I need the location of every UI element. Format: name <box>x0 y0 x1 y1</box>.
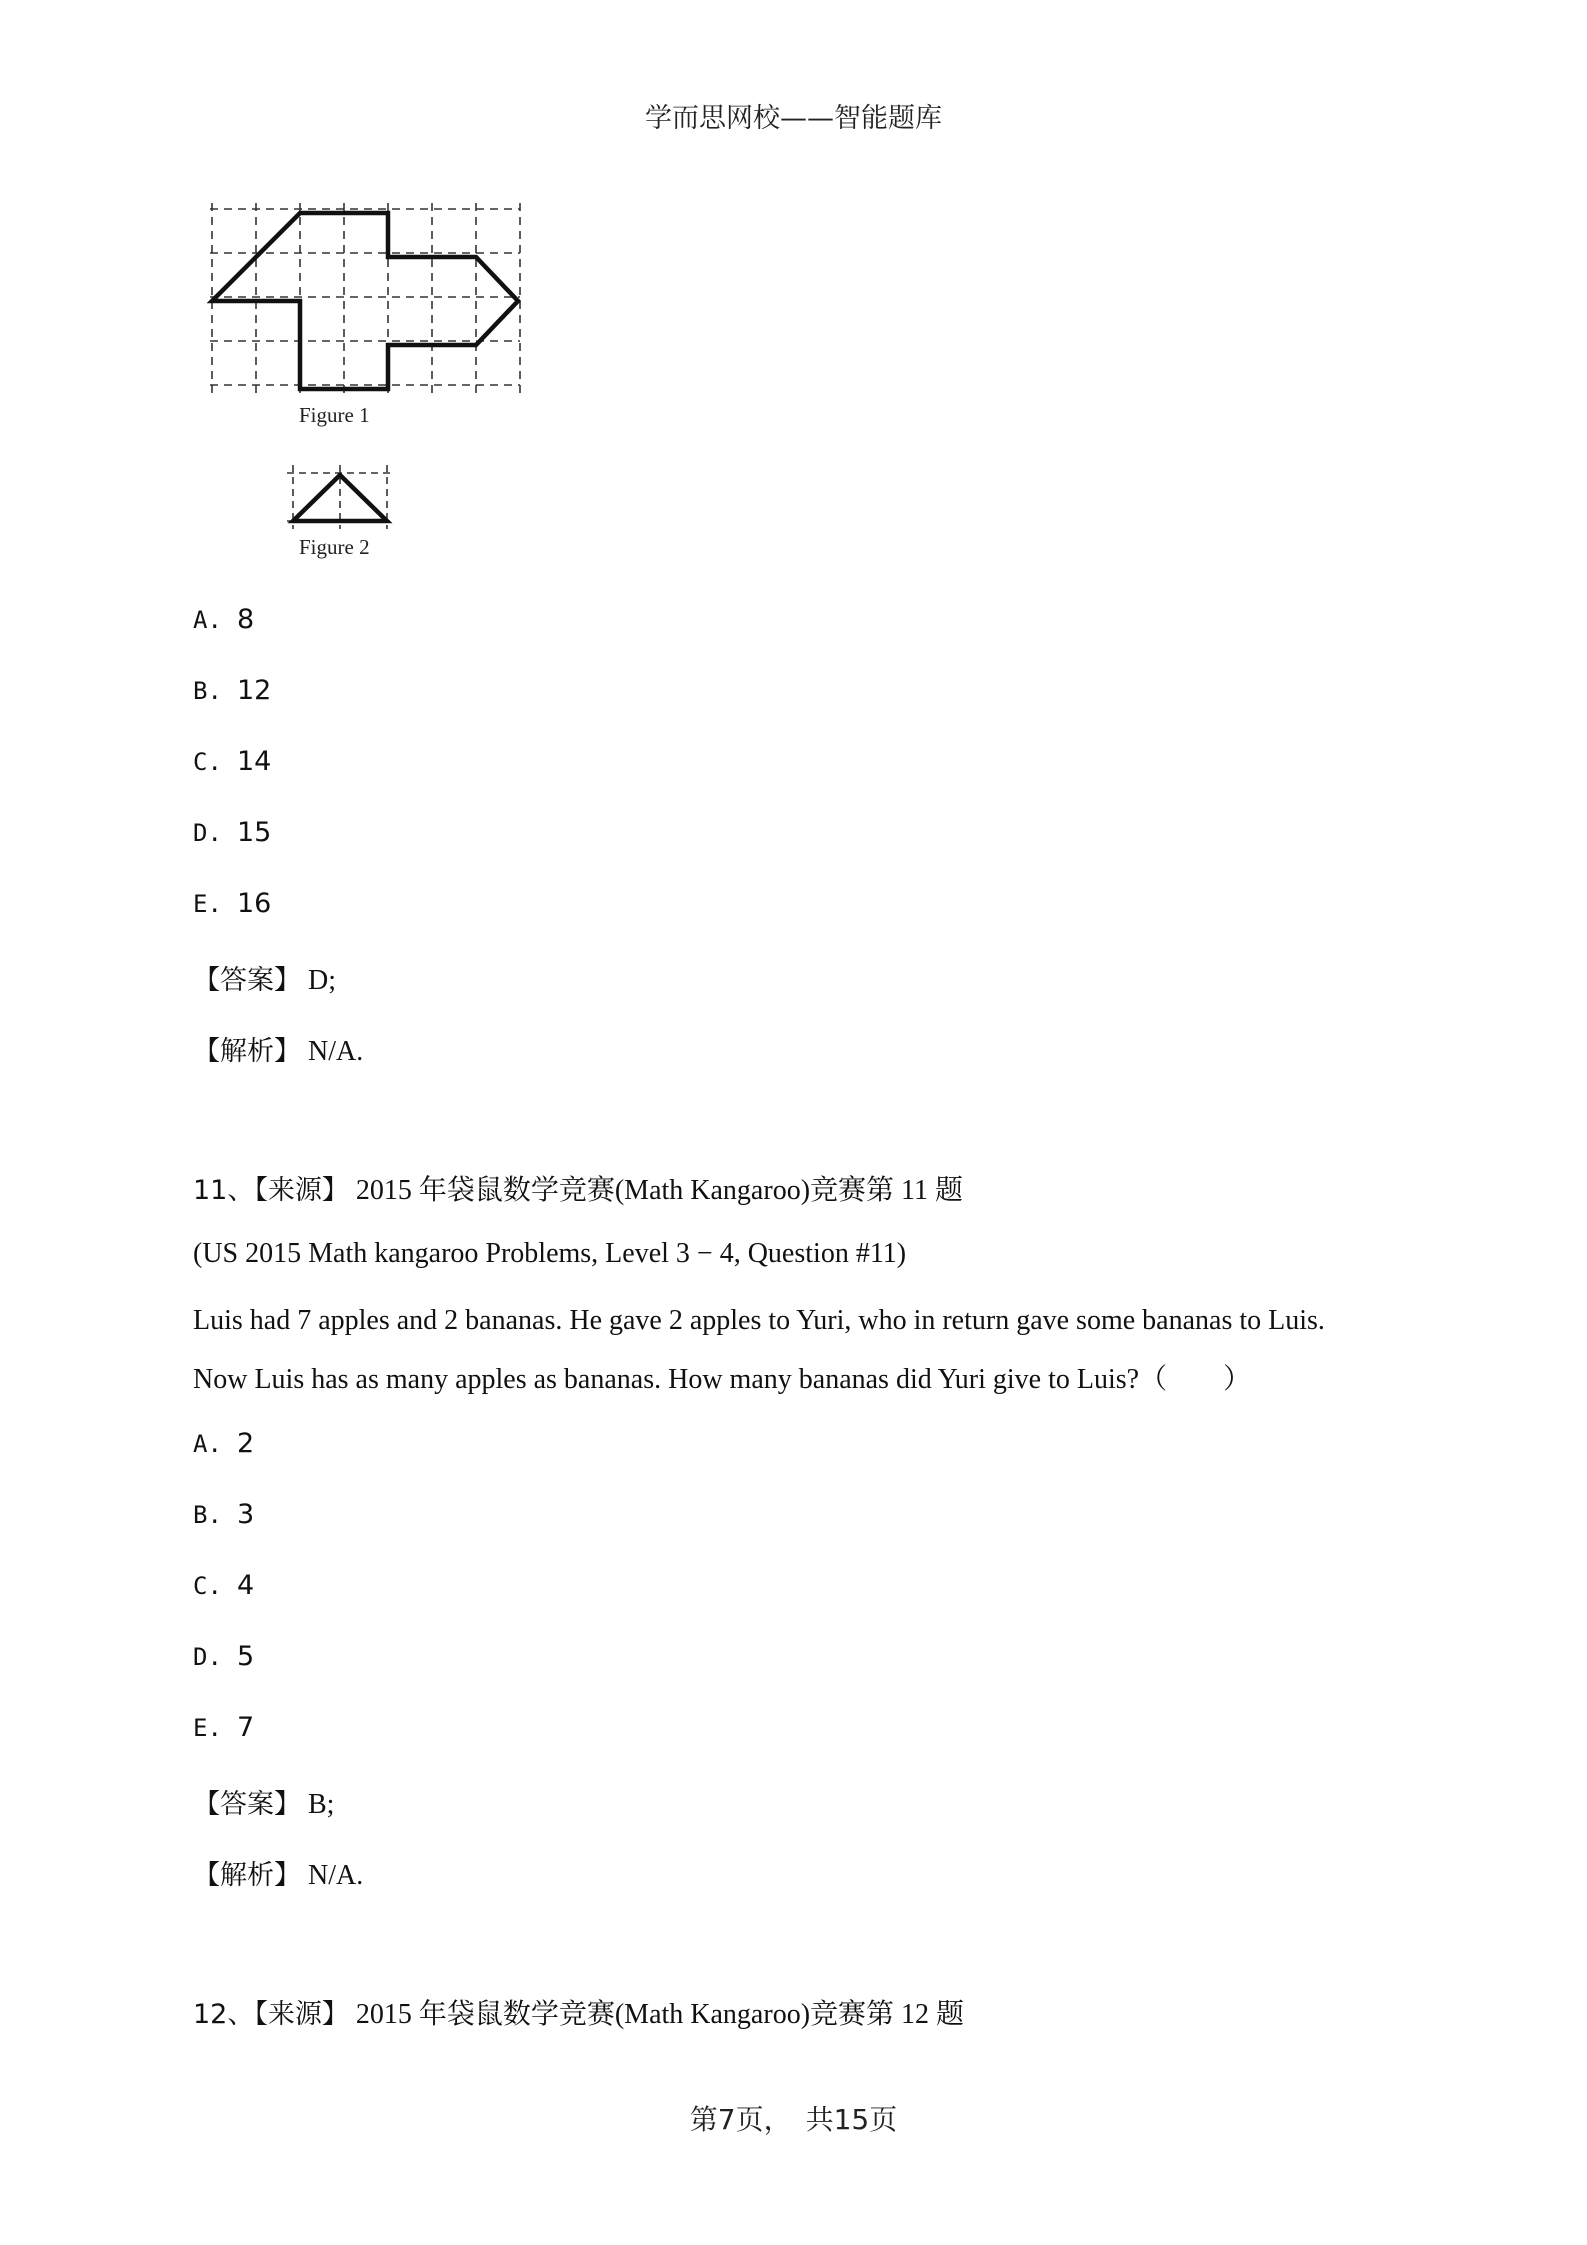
figure-1-caption: Figure 1 <box>299 403 370 427</box>
option-letter: E. <box>193 1714 222 1742</box>
option-value: 14 <box>237 746 272 777</box>
q11-subtitle: (US 2015 Math kangaroo Problems, Level 3 − 4, Question #11) <box>193 1238 907 1269</box>
figure-1-grid-shape <box>200 203 530 403</box>
figure-2-triangle <box>285 465 395 535</box>
page-header: 学而思网校——智能题库 <box>645 103 942 134</box>
analysis-label: 【解析】 <box>193 1860 301 1891</box>
q11-answer <box>193 1782 334 1821</box>
q10-option-d <box>193 817 271 849</box>
question-number: 11、 <box>193 1175 255 1206</box>
option-letter: B. <box>193 1501 222 1529</box>
q10-option-c <box>193 746 271 778</box>
analysis-label: 【解析】 <box>193 1036 301 1067</box>
q11-option-e <box>193 1712 254 1744</box>
source-text: 2015 年袋鼠数学竞赛(Math Kangaroo)竞赛第 11 题 <box>355 1175 963 1206</box>
q10-option-a <box>193 604 254 636</box>
page-footer: 第7页， 共15页 <box>689 2103 898 2136</box>
q11-option-a <box>193 1428 254 1460</box>
source-label: 【来源】 <box>254 1999 349 2030</box>
option-value: 12 <box>237 675 272 706</box>
q11-source <box>193 1168 963 1208</box>
figure-2-caption: Figure 2 <box>299 535 370 559</box>
analysis-value: N/A. <box>308 1860 364 1891</box>
option-value: 4 <box>237 1570 255 1601</box>
question-number: 12、 <box>193 1999 255 2030</box>
answer-label: 【答案】 <box>193 1789 301 1820</box>
option-letter: B. <box>193 677 222 705</box>
option-value: 5 <box>237 1641 255 1672</box>
q10-option-e <box>193 888 271 920</box>
option-value: 16 <box>237 888 272 919</box>
q11-option-c <box>193 1570 254 1602</box>
q11-option-d <box>193 1641 254 1673</box>
option-value: 2 <box>237 1428 255 1459</box>
q11-analysis <box>193 1853 363 1892</box>
option-letter: C. <box>193 748 222 776</box>
analysis-value: N/A. <box>308 1036 364 1067</box>
answer-value: B; <box>308 1789 335 1820</box>
q10-option-b <box>193 675 271 707</box>
option-letter: A. <box>193 1430 222 1458</box>
answer-value: D; <box>308 965 336 996</box>
option-value: 3 <box>237 1499 255 1530</box>
q10-answer <box>193 958 336 997</box>
option-value: 8 <box>237 604 255 635</box>
source-text: 2015 年袋鼠数学竞赛(Math Kangaroo)竞赛第 12 题 <box>355 1999 965 2030</box>
q11-question-line-1: Luis had 7 apples and 2 bananas. He gave 2 apples to Yuri, who in return gave some bananas to Luis. <box>193 1305 1325 1336</box>
option-letter: A. <box>193 606 222 634</box>
option-letter: D. <box>193 1643 222 1671</box>
option-letter: E. <box>193 890 222 918</box>
q10-analysis <box>193 1029 363 1068</box>
answer-label: 【答案】 <box>193 965 301 996</box>
option-value: 15 <box>237 817 272 848</box>
source-label: 【来源】 <box>254 1175 349 1206</box>
option-letter: C. <box>193 1572 222 1600</box>
q11-question-line-2: Now Luis has as many apples as bananas. How many bananas did Yuri give to Luis?（ ） <box>193 1364 1252 1395</box>
option-letter: D. <box>193 819 222 847</box>
q11-option-b <box>193 1499 254 1531</box>
option-value: 7 <box>237 1712 255 1743</box>
q12-source <box>193 1992 964 2032</box>
